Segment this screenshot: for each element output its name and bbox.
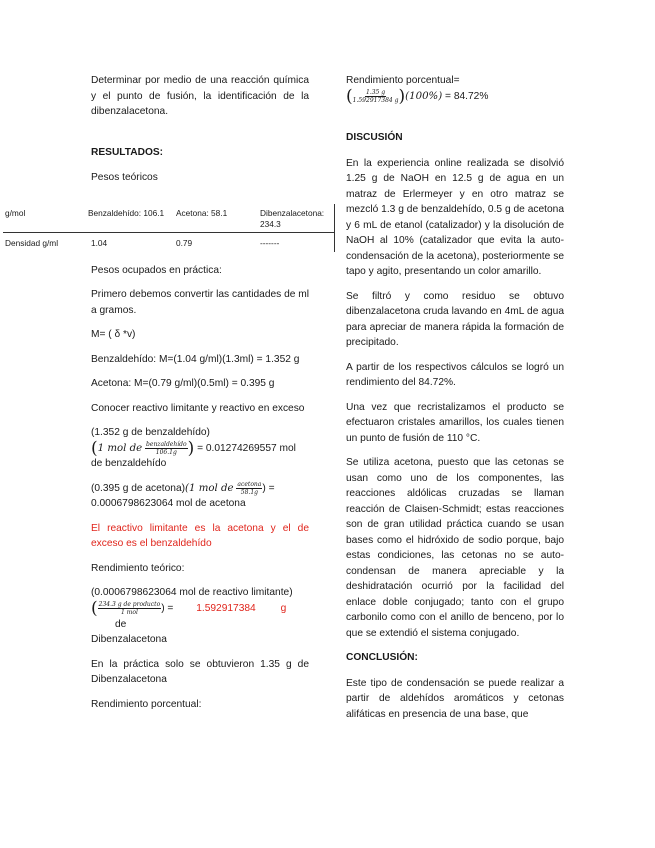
calc2-frac-den: 58.1g <box>240 488 258 496</box>
practica-paragraph: En la práctica solo se obtuvieron 1.35 g de Dibenzalacetona <box>91 658 309 686</box>
calc2-end: ) = <box>262 482 275 494</box>
calc1-mol: 1 mol de <box>97 442 143 454</box>
calc3-value: 1.592917384 <box>196 603 256 615</box>
table-cell: Benzaldehído: 106.1 <box>88 208 165 218</box>
calc1-frac-den: 106.1g <box>155 448 177 456</box>
calc3-line1: (0.0006798623064 mol de reactivo limitante) <box>91 587 293 599</box>
calc1-fraction <box>145 441 188 456</box>
table-cell: Acetona: 58.1 <box>176 208 228 218</box>
rendimiento-teorico-label: Rendimiento teórico: <box>91 562 185 574</box>
rp-result: = 84.72% <box>445 90 489 102</box>
calc3-g: g <box>280 603 287 615</box>
calc1-frac-num: benzaldehído <box>146 440 187 448</box>
calc3-frac-den: 1 mol <box>120 608 138 616</box>
calc3-line3: Dibenzalacetona <box>91 634 167 646</box>
table-row <box>3 204 335 233</box>
calc1-line1: (1.352 g de benzaldehído) <box>91 427 210 438</box>
rendimiento-porcentual-eq: Rendimiento porcentual= <box>346 75 460 86</box>
calc3-eq: ) = <box>161 603 174 615</box>
conocer-paragraph: Conocer reactivo limitante y reactivo en exceso <box>91 402 305 414</box>
discusion-heading: DISCUSIÓN <box>346 132 403 144</box>
pesos-table <box>3 204 335 253</box>
benzaldehido-calc: Benzaldehído: M=(1.04 g/ml)(1.3ml) = 1.352 g <box>91 353 300 365</box>
calc1-result: = 0.01274269557 mol <box>197 442 296 454</box>
formula-line: M= ( δ *v) <box>91 329 136 340</box>
table-cell: ------- <box>260 238 280 248</box>
calc1-paren-left: ( <box>91 438 98 458</box>
calc3-frac-num: 234.3 g de producto <box>98 600 161 608</box>
intro-paragraph: Determinar por medio de una reacción química y el punto de fusión, la identificación de la dibenzalacetona. <box>91 75 309 117</box>
calc1-block <box>91 425 309 472</box>
conclusion-paragraph-1: Este tipo de condensación se puede realizar a partir de aldehídos aromáticos y cetonas alifáticas en presencia de una base, que <box>346 677 564 720</box>
rp-hundred: (100%) <box>405 90 443 102</box>
calc3-paren-left: ( <box>91 598 98 619</box>
rendimiento-formula <box>346 86 564 106</box>
acetona-calc: Acetona: M=(0.79 g/ml)(0.5ml) = 0.395 g <box>91 378 275 389</box>
convertir-paragraph: Primero debemos convertir las cantidades de ml a gramos. <box>91 289 309 316</box>
table-cell: 1.04 <box>91 238 108 248</box>
pesos-teoricos-label: Pesos teóricos <box>91 172 158 183</box>
calc2-frac-num: acetona <box>237 480 262 488</box>
discusion-paragraph-4: Una vez que recristalizamos el producto se efectuaron cristales amarillos, los cuales tienen un punto de fusión de 110 °C. <box>346 401 564 444</box>
rp-frac-num: 1.35 g <box>366 88 386 96</box>
discusion-paragraph-3: A partir de los respectivos cálculos se logró un rendimiento del 84.72%. <box>346 361 564 389</box>
left-column <box>91 73 309 721</box>
discusion-paragraph-1: En la experiencia online realizada se disolvió 1.25 g de NaOH en 12.5 g de agua en un matraz de Erlermeyer y en otro matraz se mezcló 1.3 g de benzaldehído, 0.5 g de acetona y 6 mL de etanol (catalizador) y la disolución de NaOH al 10% (catalizador que evita la auto-condensación de la acetona), posteriormente se tapo y agito, presentando un color amarillo. <box>346 157 564 278</box>
rp-paren-left: ( <box>346 86 353 106</box>
calc3-block <box>91 585 309 647</box>
table-cell: 0.79 <box>176 238 193 248</box>
table-cell: g/mol <box>5 208 26 218</box>
calc1-line3: de benzaldehído <box>91 458 167 470</box>
rp-frac-den: 1.592917384 g <box>352 96 399 104</box>
resultados-heading: RESULTADOS: <box>91 146 164 158</box>
pesos-ocupados-label: Pesos ocupados en práctica: <box>91 264 222 276</box>
right-column <box>346 73 564 731</box>
calc3-fraction <box>98 601 162 616</box>
calc1-paren-right: ) <box>187 438 195 458</box>
calc3-de: de <box>115 618 127 630</box>
table-cell: Densidad g/ml <box>5 238 59 248</box>
rp-paren-right: ) <box>398 86 406 106</box>
rp-fraction <box>353 89 399 104</box>
discusion-paragraph-2: Se filtró y como residuo se obtuvo dibenzalacetona cruda lavando en 4mL de agua para apreciar de manera rápida la formación de precipitado. <box>346 290 564 349</box>
table-cell: Dibenzalacetona: 234.3 <box>260 208 325 229</box>
calc2-block <box>91 481 309 512</box>
calc2-mol: (1 mol de <box>185 482 234 494</box>
conclusion-heading: CONCLUSIÓN: <box>346 652 418 664</box>
calc2-result: 0.0006798623064 mol de acetona <box>91 498 246 510</box>
table-row <box>3 233 335 253</box>
reactivo-limitante-statement: El reactivo limitante es la acetona y el de exceso es el benzaldehído <box>91 522 309 550</box>
calc2-start: (0.395 g de acetona) <box>91 482 186 494</box>
discusion-paragraph-5: Se utiliza acetona, puesto que las cetonas se usan como uno de los componentes, las reacciones aldólicas cruzadas se llaman reacción de Claisen-Schmidt; estas reacciones son de gran utilidad práctica cuando se usan bases como el hidróxido de sodio porque, bajo estas condiciones, las cetonas no se auto-condensan de manera apreciable y la deshidratación ocurrió por la facilidad del enlace doble conjugado; tanto con el grupo carbonilo como con el anillo de benceno, por lo que se extendió el sistema conjugado. <box>346 457 564 639</box>
rendimiento-porcentual-label: Rendimiento porcentual: <box>91 698 202 710</box>
calc2-fraction <box>236 481 262 496</box>
